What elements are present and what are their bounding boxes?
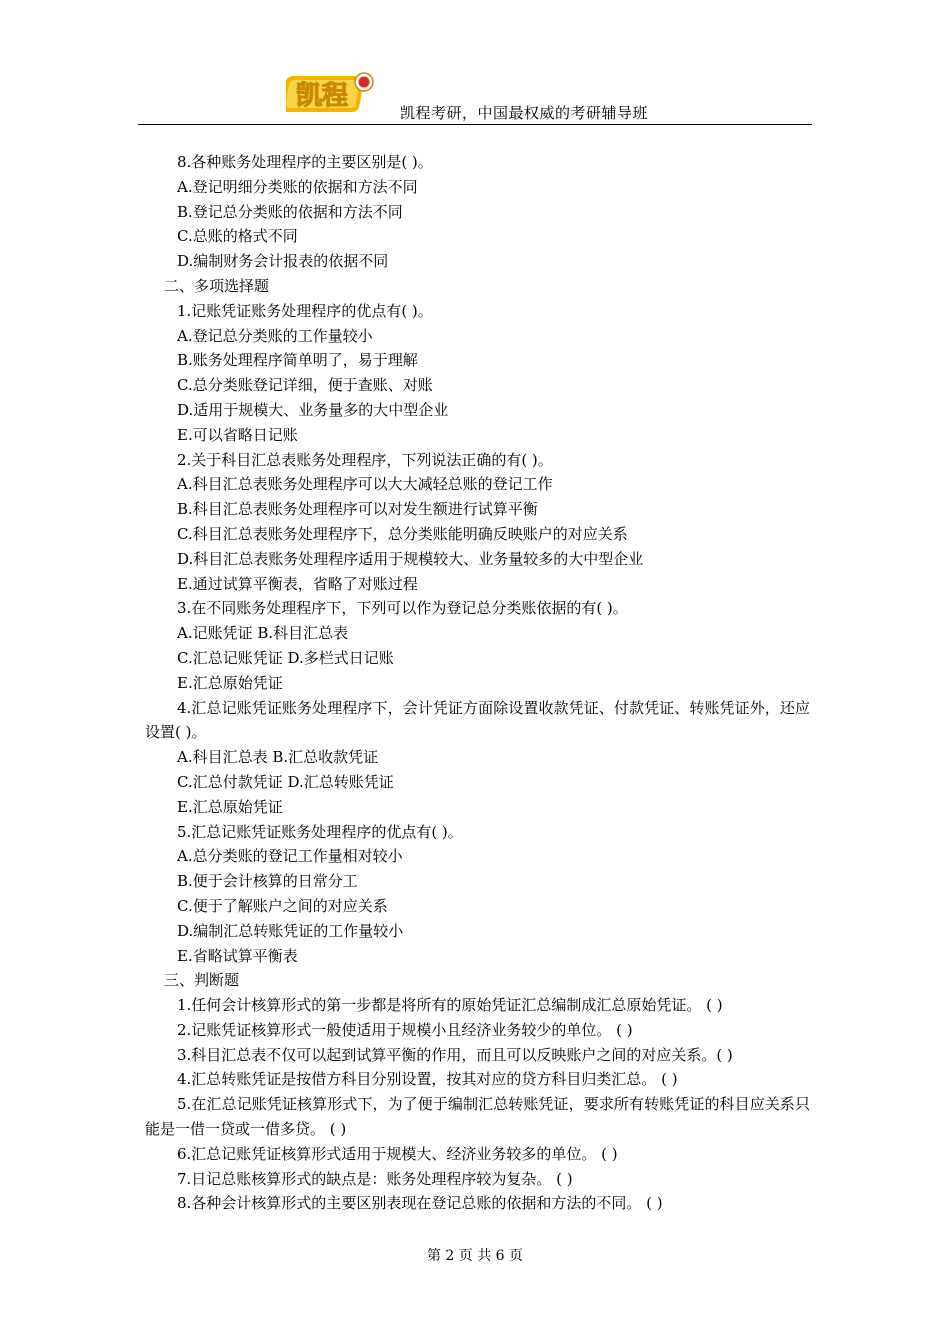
option-line: A.记账凭证 B.科目汇总表 (177, 624, 349, 643)
question-line: 5.汇总记账凭证账务处理程序的优点有( )。 (177, 822, 463, 841)
option-line: D.编制汇总转账凭证的工作量较小 (177, 921, 404, 940)
header-slogan: 凯程考研，中国最权威的考研辅导班 (400, 104, 649, 122)
page-header (138, 66, 812, 125)
kaicheng-logo (286, 68, 378, 116)
option-line: D.科目汇总表账务处理程序适用于规模较大、业务量较多的大中型企业 (177, 549, 644, 568)
option-line: B.账务处理程序简单明了，易于理解 (177, 351, 418, 370)
option-line: C.汇总记账凭证 D.多栏式日记账 (177, 648, 394, 667)
option-line: A.总分类账的登记工作量相对较小 (177, 847, 403, 866)
judgment-line: 2.记账凭证核算形式一般使适用于规模小且经济业务较少的单位。 ( ) (177, 1020, 633, 1039)
question-line: 1.记账凭证账务处理程序的优点有( )。 (177, 301, 433, 320)
question-line: 4.汇总记账凭证账务处理程序下，会计凭证方面除设置收款凭证、付款凭证、转账凭证外，还应设置( )。 (145, 698, 810, 742)
option-line: E.通过试算平衡表，省略了对账过程 (177, 574, 418, 593)
option-line: E.省略试算平衡表 (177, 946, 298, 965)
option-line: A.登记总分类账的工作量较小 (177, 326, 373, 345)
option-line: E.汇总原始凭证 (177, 673, 283, 692)
option-line: D.适用于规模大、业务量多的大中型企业 (177, 400, 449, 419)
option-line: E.可以省略日记账 (177, 425, 298, 444)
judgment-line: 7.日记总账核算形式的缺点是：账务处理程序较为复杂。 ( ) (177, 1169, 573, 1188)
judgment-line: 8.各种会计核算形式的主要区别表现在登记总账的依据和方法的不同。 ( ) (177, 1194, 663, 1213)
question-line: 2.关于科目汇总表账务处理程序，下列说法正确的有( )。 (177, 450, 553, 469)
page-footer: 第 2 页 共 6 页 (426, 1248, 524, 1264)
option-line: C.总分类账登记详细，便于查账、对账 (177, 376, 433, 395)
judgment-line: 5.在汇总记账凭证核算形式下，为了便于编制汇总转账凭证，要求所有转账凭证的科目应关系只能是一借一贷或一借多贷。 ( ) (145, 1095, 810, 1139)
section-heading: 三、判断题 (164, 971, 240, 990)
option-line: B.科目汇总表账务处理程序可以对发生额进行试算平衡 (177, 500, 538, 519)
judgment-line: 3.科目汇总表不仅可以起到试算平衡的作用，而且可以反映账户之间的对应关系。( ) (177, 1045, 733, 1064)
option-line: D.编制财务会计报表的依据不同 (177, 252, 389, 271)
judgment-line: 6.汇总记账凭证核算形式适用于规模大、经济业务较多的单位。 ( ) (177, 1144, 618, 1163)
option-line: A.科目汇总表 B.汇总收款凭证 (177, 748, 379, 767)
question-line: 3.在不同账务处理程序下，下列可以作为登记总分类账依据的有( )。 (177, 599, 628, 618)
option-line: A.科目汇总表账务处理程序可以大大减轻总账的登记工作 (177, 475, 553, 494)
judgment-line: 4.汇总转账凭证是按借方科目分别设置，按其对应的贷方科目归类汇总。 ( ) (177, 1070, 678, 1089)
option-line: C.汇总付款凭证 D.汇总转账凭证 (177, 772, 394, 791)
document-body (145, 150, 810, 1216)
option-line: A.登记明细分类账的依据和方法不同 (177, 177, 418, 196)
option-line: C.科目汇总表账务处理程序下，总分类账能明确反映账户的对应关系 (177, 524, 628, 543)
option-line: B.便于会计核算的日常分工 (177, 872, 358, 891)
svg-text:凯程: 凯程 (296, 81, 349, 111)
option-line: B.登记总分类账的依据和方法不同 (177, 202, 403, 221)
option-line: C.便于了解账户之间的对应关系 (177, 896, 388, 915)
question-line: 8.各种账务处理程序的主要区别是( )。 (177, 153, 433, 171)
section-heading: 二、多项选择题 (164, 276, 270, 295)
option-line: E.汇总原始凭证 (177, 797, 283, 816)
judgment-line: 1.任何会计核算形式的第一步都是将所有的原始凭证汇总编制成汇总原始凭证。 ( ) (177, 996, 723, 1015)
option-line: C.总账的格式不同 (177, 227, 298, 246)
